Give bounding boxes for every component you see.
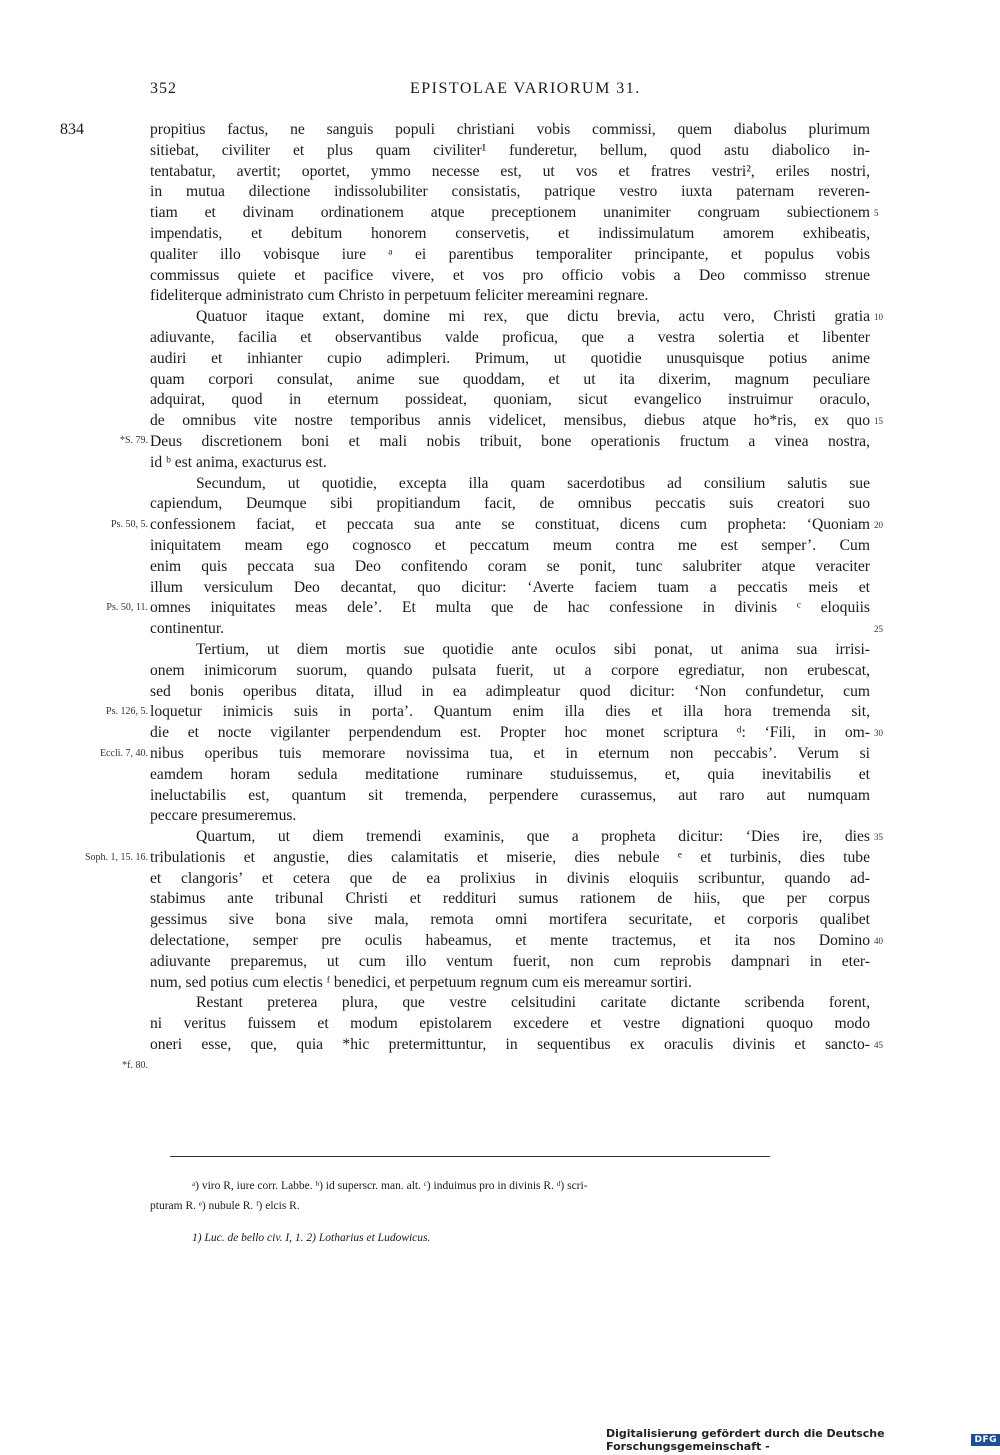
margin-ref: Ps. 50, 5. — [111, 519, 148, 530]
dfg-logo: DFG — [971, 1434, 1000, 1446]
text-line: peccare presumeremus. — [150, 807, 297, 825]
text-line: oneri esse, que, quia *hic pretermittuntur, in sequentibus ex oraculis divinis et sancto- — [150, 1036, 870, 1054]
line-number: 25 — [874, 624, 883, 634]
margin-ref: Ps. 126, 5. — [106, 706, 148, 717]
text-line: propitius factus, ne sanguis populi christiani vobis commissi, quem diabolus plurimum — [150, 121, 870, 138]
margin-ref: *f. 80. — [122, 1060, 148, 1071]
text-line: et clangoris’ et cetera que de ea prolixius in divinis eloquiis scribuntur, quando ad- — [150, 869, 870, 887]
line-number: 35 — [874, 832, 883, 842]
text-line: illum versiculum Deo decantat, quo dicitur: ‘Averte faciem tuam a peccatis meis et — [150, 578, 870, 596]
text-line: qualiter illo vobisque iure ᵃ ei parentibus temporaliter principante, et populus vobis — [150, 245, 870, 263]
page-number: 352 — [150, 80, 177, 97]
line-number: 10 — [874, 312, 883, 322]
text-line: in mutua dilectione indissolubiliter consistatis, patrique vestro iuxta paternam reveren- — [150, 183, 870, 201]
text-line: audiri et inhianter cupio adimpleri. Primum, ut quotidie unusquisque potius anime — [150, 349, 870, 367]
text-line: omnes iniquitates meas dele’. Et multa que de hac confessione in divinis ᶜ eloquiis — [150, 599, 870, 617]
text-line: adiuvante preparemus, ut cum illo ventum fuerit, non cum reprobis dampnari in eter- — [150, 952, 870, 970]
text-line: tiam et divinam ordinationem atque preceptionem unanimiter congruam subiectionem — [150, 204, 870, 222]
text-line: ni veritus fuissem et modum epistolarem excedere et vestre dignationi quoquo modo — [150, 1015, 870, 1033]
text-line: stabimus ante tribunal Christi et reddituri sumus rationem de hiis, que per corpus — [150, 890, 870, 908]
text-line: commissus quiete et pacifice vivere, et vos pro officio vobis a Deo commisso strenue — [150, 266, 870, 284]
text-line: tribulationis et angustie, dies calamitatis et miserie, dies nebule ᵉ et turbinis, dies tube — [150, 848, 870, 866]
text-line: impendatis, et debitum honorem conservetis, et indissimulatum amorem exhibeatis, — [150, 224, 870, 242]
text-line: nibus operibus tuis memorare novissima tua, et in eternum non peccabis’. Verum si — [150, 744, 870, 762]
line-number: 20 — [874, 520, 883, 530]
text-line: ineluctabilis est, quantum sit tremenda, perpendere curassemus, aut raro aut numquam — [150, 786, 870, 804]
digitization-note: Digitalisierung gefördert durch die Deutsche Forschungsgemeinschaft - — [606, 1427, 885, 1453]
line-number: 40 — [874, 936, 883, 946]
text-line: num, sed potius cum electis ᶠ benedici, et perpetuum regnum cum eis mereamur sortiri. — [150, 973, 692, 991]
margin-year: 834 — [60, 121, 84, 138]
text-line: Tertium, ut diem mortis sue quotidie ante oculos sibi ponat, ut anima sua irrisi- — [196, 640, 870, 658]
text-line: continentur. — [150, 620, 225, 638]
margin-ref: Soph. 1, 15. 16. — [84, 852, 148, 863]
line-number: 5 — [874, 208, 879, 218]
note-gap — [150, 1216, 870, 1228]
margin-ref: *S. 79. — [119, 435, 148, 446]
footnotes — [150, 1176, 870, 1248]
text-line: delectatione, semper pre oculis habeamus, et mente tractemus, et ita nos Domino — [150, 932, 870, 950]
text-line: adiuvante, facilia et observantibus valde proficua, que a vestra solertia et libenter — [150, 328, 870, 346]
text-line: capiendum, Deumque sibi propitiandum facit, de omnibus peccatis suis creatori suo — [150, 495, 870, 513]
line-number: 30 — [874, 728, 883, 738]
source-note: 1) Luc. de bello civ. I, 1. 2) Lotharius et Ludowicus. — [192, 1232, 431, 1244]
text-line: Quatuor itaque extant, domine mi rex, que dictu brevia, actu vero, Christi gratia — [196, 308, 870, 326]
text-line: enim quis peccata sua Deo confitendo coram se ponit, tunc salubriter atque veraciter — [150, 557, 870, 575]
main-text — [150, 120, 870, 1056]
running-title: EPISTOLAE VARIORUM 31. — [410, 80, 641, 97]
text-line: Deus discretionem boni et mali nobis tribuit, bone operationis fructum a vinea nostra, — [150, 432, 870, 450]
footnote-separator — [170, 1156, 770, 1157]
text-line: iniquitatem meam ego cognosco et peccatum meum contra me est semper’. Cum — [150, 536, 870, 554]
text-line: sed bonis operibus ditata, illud in ea adimpleatur quod dicitur: ‘Non confundetur, cum — [150, 682, 870, 700]
digitization-footer — [606, 1427, 1000, 1453]
text-line: Quartum, ut diem tremendi examinis, que a propheta dicitur: ‘Dies ire, dies — [196, 828, 870, 846]
text-line: sitiebat, civiliter et plus quam civiliter¹ funderetur, bellum, quod astu diabolico in- — [150, 141, 870, 159]
text-line: quam corpori consulat, anime sue quoddam, et ut ita dixerim, magnum peculiare — [150, 370, 870, 388]
text-line: tentabatur, avertit; oportet, ymmo necesse est, ut vos et fratres vestri², eriles nostri, — [150, 162, 870, 180]
variant-note: pturam R. ᵉ) nubule R. ᶠ) elcis R. — [150, 1200, 300, 1212]
text-line: Restant preterea plura, que vestre celsitudini caritate dictante scribenda forent, — [196, 994, 870, 1012]
text-line: adquirat, quod in eternum possideat, quoniam, sicut evangelico instruimur oraculo, — [150, 391, 870, 409]
text-line: die et nocte vigilanter perpendendum est. Propter hoc monet scriptura ᵈ: ‘Fili, in om- — [150, 724, 870, 742]
text-line: onem inimicorum suorum, quando pulsata fuerit, ut a corpore egrediatur, non erubescat, — [150, 661, 870, 679]
text-line: id ᵇ est anima, exacturus est. — [150, 453, 327, 471]
margin-ref: Eccli. 7, 40. — [99, 748, 148, 759]
text-line: fideliterque administrato cum Christo in perpetuum feliciter mereamini regnare. — [150, 287, 649, 305]
text-line: loquetur inimicis suis in porta’. Quantum enim illa dies et illa hora tremenda sit, — [150, 703, 870, 721]
variant-note: ᵃ) viro R, iure corr. Labbe. ᵇ) id superscr. man. alt. ᶜ) induimus pro in divinis R. ᵈ) scri- — [192, 1180, 588, 1192]
line-number: 15 — [874, 416, 883, 426]
line-number: 45 — [874, 1040, 883, 1050]
margin-ref: Ps. 50, 11. — [106, 602, 148, 613]
text-line: Secundum, ut quotidie, excepta illa quam sacerdotibus ad consilium salutis sue — [196, 474, 870, 492]
text-line: gessimus sive bona sive mala, remota omni mortifera securitate, et corporis qualibet — [150, 911, 870, 929]
page-header — [150, 80, 870, 104]
text-line: de omnibus vite nostre temporibus annis videlicet, mensibus, diebus atque ho*ris, ex quo — [150, 412, 870, 430]
text-line: confessionem faciat, et peccata sua ante se constituat, dicens cum propheta: ‘Quoniam — [150, 516, 870, 534]
text-line: eamdem horam sedula meditatione ruminare studuissemus, et, quia inevitabilis et — [150, 765, 870, 783]
